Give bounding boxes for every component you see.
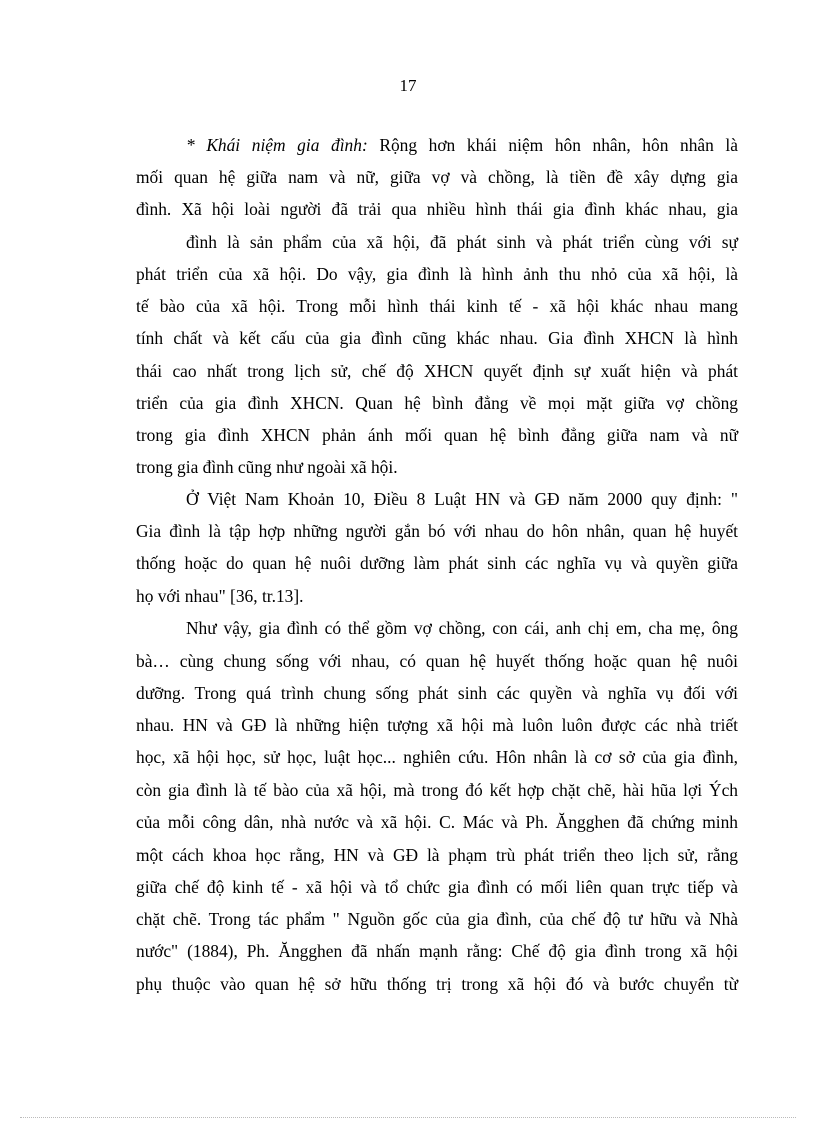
- paragraph-line: tính chất và kết cấu của gia đình cũng khác nhau. Gia đình XHCN là hình: [136, 328, 738, 348]
- paragraph-line: học, xã hội học, sử học, luật học... nghiên cứu. Hôn nhân là cơ sở của gia đình,: [136, 747, 738, 767]
- paragraph-line: * Khái niệm gia đình: Rộng hơn khái niệm hôn nhân, hôn nhân là: [186, 135, 738, 155]
- paragraph-line: giữa chế độ kinh tế - xã hội và tổ chức gia đình có mối liên quan trực tiếp và: [136, 877, 738, 897]
- paragraph-line: bà… cùng chung sống với nhau, có quan hệ huyết thống hoặc quan hệ nuôi: [136, 651, 738, 671]
- paragraph-line: đình. Xã hội loài người đã trải qua nhiều hình thái gia đình khác nhau, gia: [136, 199, 738, 219]
- paragraph-line: của mỗi công dân, nhà nước và xã hội. C. Mác và Ph. Ăngghen đã chứng minh: [136, 812, 738, 832]
- paragraph-line: trong gia đình cũng như ngoài xã hội.: [136, 457, 398, 477]
- paragraph-line: tế bào của xã hội. Trong mỗi hình thái kinh tế - xã hội khác nhau mang: [136, 296, 738, 316]
- paragraph-line: triển của gia đình XHCN. Quan hệ bình đẳng về mọi mặt giữa vợ chồng: [136, 393, 738, 413]
- paragraph-line: Như vậy, gia đình có thể gồm vợ chồng, con cái, anh chị em, cha mẹ, ông: [186, 618, 738, 638]
- paragraph-line: thái cao nhất trong lịch sử, chế độ XHCN quyết định sự xuất hiện và phát: [136, 361, 738, 381]
- paragraph-line: trong gia đình XHCN phản ánh mối quan hệ bình đẳng giữa nam và nữ: [136, 425, 738, 445]
- paragraph-line: một cách khoa học rằng, HN và GĐ là phạm trù phát triển theo lịch sử, rằng: [136, 845, 738, 865]
- paragraph-line: họ với nhau" [36, tr.13].: [136, 586, 304, 606]
- paragraph-line: phụ thuộc vào quan hệ sở hữu thống trị trong xã hội đó và bước chuyển từ: [136, 974, 738, 994]
- paragraph-line: mối quan hệ giữa nam và nữ, giữa vợ và chồng, là tiền đề xây dựng gia: [136, 167, 738, 187]
- paragraph-line: phát triển của xã hội. Do vậy, gia đình là hình ảnh thu nhỏ của xã hội, là: [136, 264, 738, 284]
- paragraph-line: nhau. HN và GĐ là những hiện tượng xã hội mà luôn luôn được các nhà triết: [136, 715, 738, 735]
- paragraph-line: nước" (1884), Ph. Ăngghen đã nhấn mạnh rằng: Chế độ gia đình trong xã hội: [136, 941, 738, 961]
- concept-label: * Khái niệm gia đình:: [186, 135, 368, 155]
- paragraph-line: chặt chẽ. Trong tác phẩm " Nguồn gốc của gia đình, của chế độ tư hữu và Nhà: [136, 909, 738, 929]
- paragraph-line: đình là sản phẩm của xã hội, đã phát sinh và phát triển cùng với sự: [186, 232, 738, 252]
- page-bottom-divider: [20, 1117, 796, 1118]
- paragraph-line: Gia đình là tập hợp những người gắn bó với nhau do hôn nhân, quan hệ huyết: [136, 521, 738, 541]
- paragraph-line: dưỡng. Trong quá trình chung sống phát sinh các quyền và nghĩa vụ đối với: [136, 683, 738, 703]
- paragraph-line: còn gia đình là tế bào của xã hội, mà trong đó kết hợp chặt chẽ, hài hũa lợi Ých: [136, 780, 738, 800]
- paragraph-line: thống hoặc do quan hệ nuôi dưỡng làm phát sinh các nghĩa vụ và quyền giữa: [136, 553, 738, 573]
- paragraph-line: Ở Việt Nam Khoản 10, Điều 8 Luật HN và GĐ năm 2000 quy định: ": [186, 489, 738, 509]
- page-number: 17: [399, 76, 417, 95]
